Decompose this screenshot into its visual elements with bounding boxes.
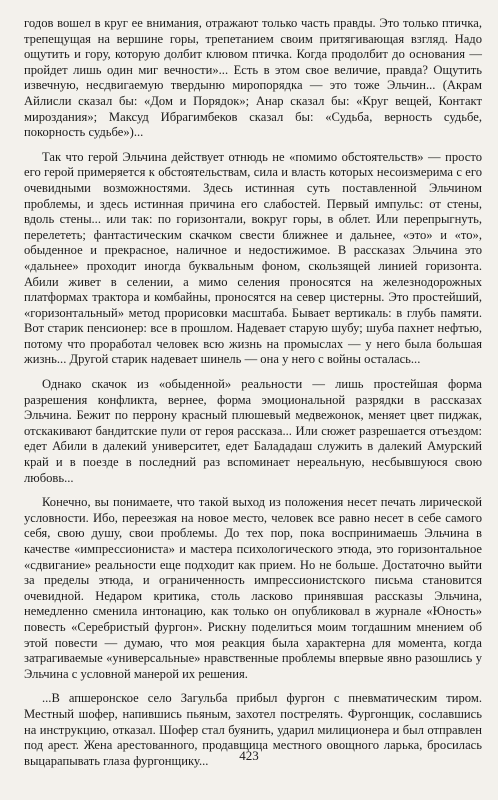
page-number: 423: [239, 748, 259, 763]
paragraph-5: ...В апшеронское село Загульба прибыл фургон с пневматическим тиром. Местный шофер, напившись пьяным, захотел пострелять. Фургонщик, сославшись на инструкцию, отказал. Шофер стал буянить, ударил милиционера и был отправлен под арест. Жена арестованного, продавщица местного овощного ларька, бросилась выцарапывать глаза фургонщику...: [24, 691, 482, 768]
paragraph-3: Однако скачок из «обыденной» реальности — лишь простейшая форма разрешения конфликта, вернее, форма эмоциональной разрядки в рассказах Эльчина. Бежит по перрону красный плюшевый медвежонок, меняет цвет пиджак, отскакивают бандитские пули от героя рассказа... Или сюжет разрешается отъездом: едет Абили в далекий университет, едет Балададаш служить в далекий Амурский край и в поезде в последний раз вспоминает нереальную, несбывшуюся свою любовь...: [24, 377, 482, 485]
paragraph-4: Конечно, вы понимаете, что такой выход из положения несет печать лирической условности. Ибо, переезжая на новое место, человек все равно несет в себе самого себя, свою душу, свои проблемы. До тех пор, пока воспринимаешь Эльчина в качестве «импрессиониста» и мастера психологического этюда, это горизонтальное «сдвигание» реальности еще подходит как прием. Но не больше. Достаточно выйти за пределы этюда, и ограниченность импрессионистского письма становится очевидной. Недаром критика, столь ласково принявшая рассказы Эльчина, немедленно сменила интонацию, как только он опубликовал в журнале «Юность» повесть «Серебристый фургон». Рискну поделиться моим тогдашним мнением об этой повести — думаю, что моя реакция была характерна для момента, когда затрагиваемые «универсальные» нравственные проблемы впервые явно разошлись у Эльчина с условной манерой их решения.: [24, 495, 482, 681]
paragraph-1: годов вошел в круг ее внимания, отражают только часть правды. Это только птичка, трепещущая на вершине горы, трепетанием своим притягивающая взгляд. Надо ощутить и гору, которую долбит клювом птичка. Когда продолбит до основания — пройдет лишь один миг вечности»... Есть в этом свое величие, правда? Ощутить извечную, несдвигаемую твердыню миропорядка — это тоже Эльчин... (Акрам Айлисли сказал бы: «Дом и Порядок»; Анар сказал бы: «Круг вещей, Контакт мироздания»; Максуд Ибрагимбеков сказал бы: «Судьба, верность судьбе, покорность судьбе»)...: [24, 16, 482, 140]
body-text: [24, 16, 482, 769]
paragraph-2: Так что герой Эльчина действует отнюдь не «помимо обстоятельств» — просто его герой примеряется к обстоятельствам, сила и власть которых несоизмерима с его очевидными возможностями. Здесь истинная суть поставленной Эльчином проблемы, и здесь истинная причина его слабостей. Первый импульс: от стены, вдоль стены... или так: по горизонтали, вокруг горы, в облет. Или перепрыгнуть, перелететь; фантастическим скачком свести ближнее и дальнее, «это» и «то», обыденное и прекрасное, наличное и недостижимое. В рассказах Эльчина это «дальнее» проходит иногда буквальным фоном, скользящей линией горизонта. Абили живет в селении, а мимо селения проносятся на железнодорожных платформах тракторa и комбайны, проносятся на север цистерны. Это простейший, «горизонтальный» метод прорисовки масштаба. Бывает вертикаль: в глубь памяти. Вот старик пенсионер: все в прошлом. Надевает старую шубу; шуба пахнет нефтью, потому что проработал человек всю жизнь на промыслах — у него была большая жизнь... Другой старик надевает шинель — она у него с войны осталась...: [24, 149, 482, 367]
